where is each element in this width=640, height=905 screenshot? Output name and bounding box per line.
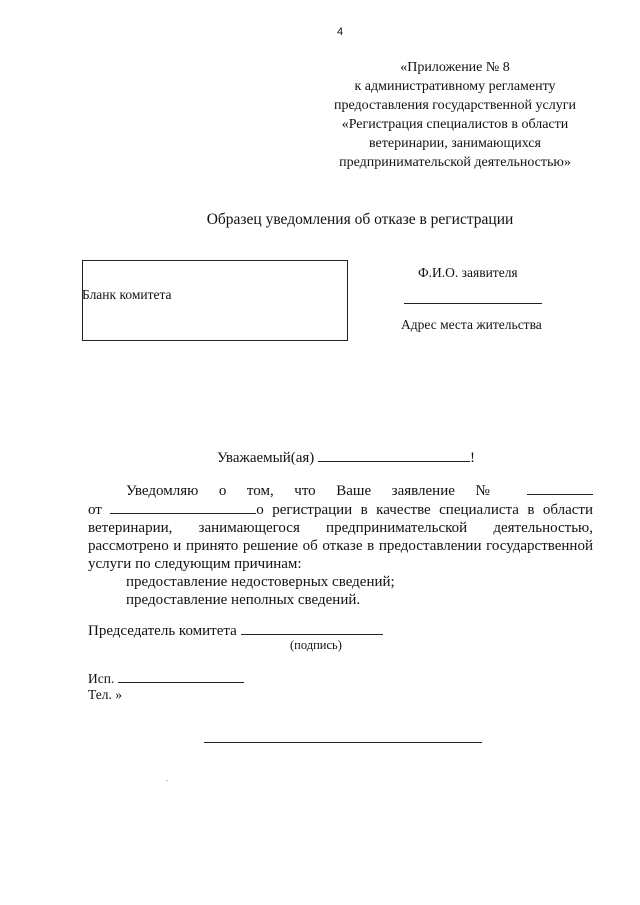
applicant-address-label: Адрес места жительства [401,317,542,332]
notification-body [88,481,593,609]
scan-speck [166,780,168,781]
appendix-header [300,58,610,172]
executor-line [118,670,244,683]
applicant-fio-label: Ф.И.О. заявителя [418,265,518,280]
appendix-line: к административному регламенту [354,79,556,94]
body-line-4: рассмотрено и принято решение об отказе в предоставлении государственной [88,538,593,554]
body-line-1: Уведомляю о том, что Ваше заявление № [88,481,593,500]
appendix-line: ветеринарии, занимающихся [369,136,541,151]
salutation [217,447,475,467]
body-line-2: от о регистрации в качестве специалиста в области [88,502,593,518]
signature-hint: (подпись) [290,638,342,652]
committee-letterhead-label: Бланк комитета [82,287,172,302]
page-number: 4 [337,26,344,38]
salutation-name-line [318,447,470,462]
document-title: Образец уведомления об отказе в регистрации [206,211,514,228]
reason-item: предоставление недостоверных сведений; [126,574,395,590]
body-line-5: услуги по следующим причинам: [88,556,302,572]
reason-item: предоставление неполных сведений. [126,592,361,608]
footer-divider [204,742,482,743]
phone-label: Тел. » [88,687,122,702]
appendix-line: «Регистрация специалистов в области [341,117,569,132]
chair-label: Председатель комитета [88,623,237,639]
appendix-line: «Приложение № 8 [400,60,510,75]
appendix-line: предпринимательской деятельностью» [339,155,571,170]
application-number-line [527,481,593,495]
appendix-line: предоставления государственной услуги [334,98,576,113]
executor-row [88,670,244,687]
applicant-fio-line [404,303,542,304]
executor-label: Исп. [88,671,115,686]
body-line-3: ветеринарии, занимающегося предпринимательской деятельностью, [88,520,593,536]
signature-line [241,621,383,635]
salutation-suffix: ! [470,450,476,466]
application-date-line [110,500,256,514]
salutation-prefix: Уважаемый(ая) [217,450,315,466]
